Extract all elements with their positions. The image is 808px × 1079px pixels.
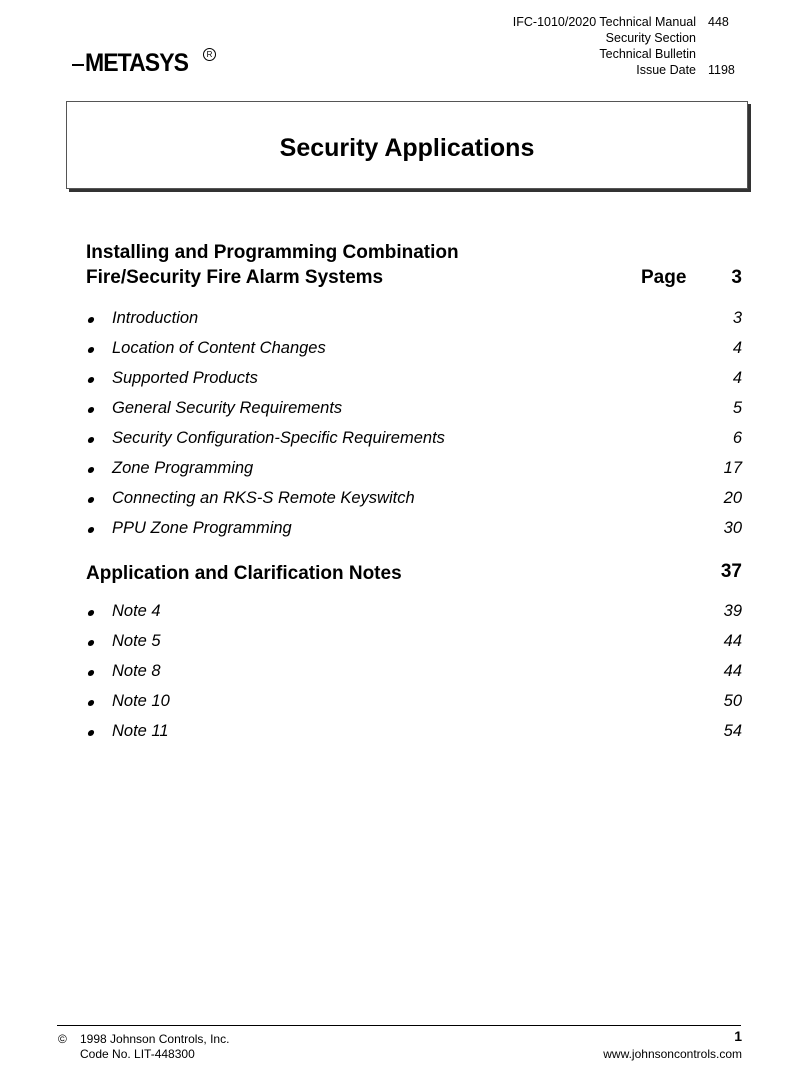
toc-item-page: 44 [723, 632, 742, 650]
toc-item[interactable] [86, 399, 742, 423]
toc-item-label: Zone Programming [112, 459, 254, 477]
section1-title [86, 240, 459, 290]
bullet-icon [87, 640, 95, 646]
toc-item-page: 4 [732, 339, 742, 357]
footer-copyright: 1998 Johnson Controls, Inc. [80, 1032, 230, 1046]
toc-item[interactable] [86, 632, 742, 656]
toc-item-page: 5 [732, 399, 742, 417]
toc-item-label: Introduction [112, 309, 199, 327]
toc-item[interactable] [86, 339, 742, 363]
header-section: Security Section [605, 31, 696, 45]
toc-item-label: Location of Content Changes [112, 339, 326, 357]
footer-code: Code No. LIT-448300 [80, 1047, 195, 1061]
header-numbers [708, 14, 735, 78]
metasys-logo [72, 44, 222, 78]
header-info [513, 14, 696, 78]
footer-divider [57, 1025, 741, 1026]
header-issue-date: 1198 [708, 63, 735, 77]
section1-page: 3 [731, 267, 742, 288]
bullet-icon [87, 467, 95, 473]
toc-item[interactable] [86, 519, 742, 543]
section1-title-line1: Installing and Programming Combination [86, 242, 459, 263]
toc-item[interactable] [86, 692, 742, 716]
toc-item-page: 30 [723, 519, 742, 537]
toc-item[interactable] [86, 309, 742, 333]
toc-item-page: 39 [723, 602, 742, 620]
bullet-icon [87, 407, 95, 413]
section1-title-line2: Fire/Security Fire Alarm Systems [86, 267, 384, 288]
section1-page-label: Page [641, 267, 687, 288]
bullet-icon [87, 437, 95, 443]
bullet-icon [87, 317, 95, 323]
toc-item-label: PPU Zone Programming [112, 519, 292, 537]
header-bulletin: Technical Bulletin [599, 47, 696, 61]
toc-item-label: Supported Products [112, 369, 258, 387]
toc-item-page: 17 [723, 459, 742, 477]
toc-item-page: 44 [723, 662, 742, 680]
toc-item-page: 6 [732, 429, 742, 447]
toc-item[interactable] [86, 459, 742, 483]
page-title: Security Applications [279, 134, 535, 162]
toc-item-label: General Security Requirements [112, 399, 343, 417]
footer-url[interactable]: www.johnsoncontrols.com [603, 1047, 742, 1061]
footer-page-number: 1 [734, 1028, 742, 1044]
bullet-icon [87, 700, 95, 706]
bullet-icon [87, 497, 95, 503]
bullet-icon [87, 527, 95, 533]
toc-item-label: Note 10 [112, 692, 170, 710]
bullet-icon [87, 347, 95, 353]
toc-item-label: Note 11 [112, 722, 169, 740]
toc-item-label: Note 5 [112, 632, 161, 650]
registered-mark-icon: R [203, 48, 216, 61]
copyright-icon: © [58, 1032, 67, 1046]
section2-title: Application and Clarification Notes [86, 563, 402, 584]
logo-text: METASYS [85, 49, 189, 77]
toc-item[interactable] [86, 602, 742, 626]
toc-item-page: 20 [723, 489, 742, 507]
bullet-icon [87, 670, 95, 676]
header-manual-number: 448 [708, 15, 729, 29]
toc-item-page: 4 [732, 369, 742, 387]
toc-item[interactable] [86, 662, 742, 686]
toc-item-label: Connecting an RKS-S Remote Keyswitch [112, 489, 415, 507]
header-issue-date-label: Issue Date [636, 63, 696, 77]
bullet-icon [87, 730, 95, 736]
toc-item[interactable] [86, 429, 742, 453]
section2-page: 37 [720, 561, 742, 582]
header-manual: IFC-1010/2020 Technical Manual [512, 15, 696, 29]
toc-item[interactable] [86, 722, 742, 746]
logo-dash [72, 64, 84, 66]
toc-item-page: 50 [723, 692, 742, 710]
toc-item[interactable] [86, 489, 742, 513]
toc-item-label: Security Configuration-Specific Requirements [112, 429, 445, 447]
toc-item-page: 54 [723, 722, 742, 740]
toc-item-label: Note 8 [112, 662, 161, 680]
title-box [66, 101, 748, 189]
bullet-icon [87, 610, 95, 616]
toc-item[interactable] [86, 369, 742, 393]
toc-item-label: Note 4 [112, 602, 161, 620]
toc-item-page: 3 [732, 309, 742, 327]
bullet-icon [87, 377, 95, 383]
